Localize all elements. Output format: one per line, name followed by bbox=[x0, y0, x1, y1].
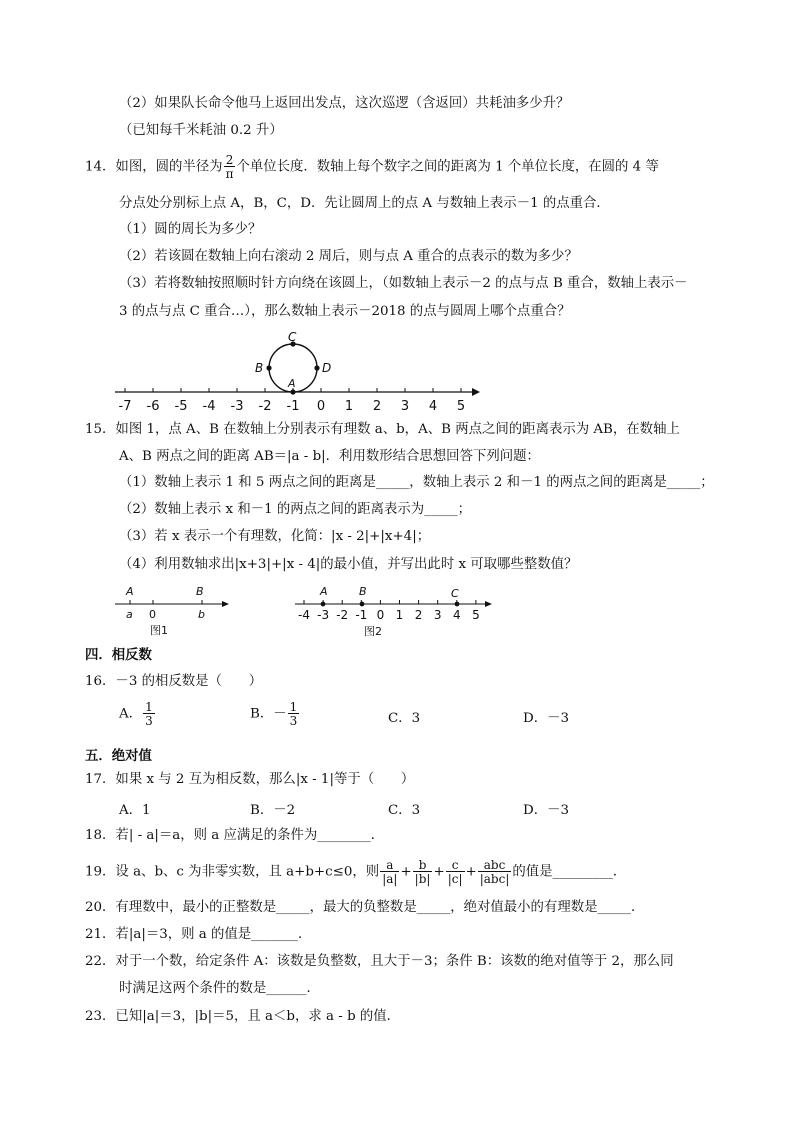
fraction-denominator: 3 bbox=[145, 714, 153, 728]
fig2-point-b bbox=[360, 602, 365, 607]
q14-tick-label: -3 bbox=[230, 399, 244, 414]
q15-p1: （1）数轴上表示 1 和 5 两点之间的距离是_____，数轴上表示 2 和－1 的两点之间的距离是_____； bbox=[119, 475, 714, 490]
q14-intro bbox=[85, 154, 659, 180]
fig2-tick-label: 5 bbox=[472, 608, 480, 622]
q19-frac-c bbox=[446, 859, 465, 885]
fig1-label-b: b bbox=[198, 608, 205, 621]
q17-option-c: C．3 bbox=[388, 803, 421, 818]
fraction-numerator: 2 bbox=[225, 153, 234, 167]
q14-intro-b: 个单位长度．数轴上每个数字之间的距离为 1 个单位长度，在圆的 4 等 bbox=[236, 159, 659, 175]
q22-line2: 时满足这两个条件的数是______． bbox=[119, 981, 320, 996]
fig1-label-a-upper: A bbox=[126, 585, 134, 598]
q18: 18．若| - a|＝a，则 a 应满足的条件为________． bbox=[85, 828, 385, 843]
q16-option-c: C．3 bbox=[388, 711, 421, 726]
label-a: A bbox=[288, 377, 296, 390]
q19-pre: 19．设 a、b、c 为非零实数，且 a+b+c≤0，则 bbox=[85, 864, 380, 880]
fig2-label-b: B bbox=[359, 585, 367, 598]
q17-stem: 17．如果 x 与 2 互为相反数，那么|x - 1|等于（ ） bbox=[85, 772, 415, 787]
q14-p3b: 3 的点与点 C 重合…），那么数轴上表示－2018 的点与圆周上哪个点重合？ bbox=[119, 304, 571, 319]
q14-tick-label: -7 bbox=[118, 399, 132, 414]
fraction-numerator: a bbox=[386, 858, 394, 872]
fig2-point-c bbox=[455, 602, 460, 607]
q16-option-d: D．－3 bbox=[523, 711, 570, 726]
q14-radius-fraction bbox=[224, 154, 236, 180]
q17-option-a: A．1 bbox=[119, 803, 151, 818]
point-b-dot bbox=[266, 365, 271, 370]
fraction-denominator: π bbox=[225, 167, 234, 181]
q17-option-b: B．－2 bbox=[250, 803, 296, 818]
fig2-label-a: A bbox=[320, 585, 328, 598]
fraction-numerator: 1 bbox=[145, 700, 153, 714]
plus-sign: + bbox=[400, 864, 412, 880]
q20: 20．有理数中，最小的正整数是_____，最大的负整数是_____，绝对值最小的有理数是_____． bbox=[85, 900, 645, 915]
q14-p2: （2）若该圆在数轴上向右滚动 2 周后，则与点 A 重合的点表示的数为多少？ bbox=[119, 249, 578, 264]
fig1-label-b-upper: B bbox=[196, 585, 204, 598]
q14-tick-label: 4 bbox=[428, 399, 438, 414]
q19-frac-a bbox=[380, 859, 399, 885]
plus-sign: + bbox=[433, 864, 445, 880]
option-b-label: B．－ bbox=[250, 706, 287, 722]
option-a-fraction bbox=[143, 701, 155, 727]
fraction-denominator: |a| bbox=[382, 872, 398, 886]
q14-tick-label: -5 bbox=[174, 399, 188, 414]
fraction-denominator: |abc| bbox=[479, 872, 510, 886]
section-4-heading: 四．相反数 bbox=[85, 647, 152, 663]
q14-tick-label: 1 bbox=[344, 399, 354, 414]
option-a-label: A． bbox=[119, 706, 143, 722]
q23: 23．已知|a|＝3，|b|＝5，且 a＜b，求 a - b 的值． bbox=[85, 1009, 401, 1024]
q15-l1: 15．如图 1，点 A、B 在数轴上分别表示有理数 a、b，A、B 两点之间的距离表示为 AB，在数轴上 bbox=[85, 422, 680, 437]
q19-frac-abc bbox=[478, 859, 512, 885]
option-b-fraction bbox=[288, 701, 300, 727]
q22-line1: 22．对于一个数，给定条件 A：该数是负整数，且大于－3；条件 B：该数的绝对值等于 2，那么同 bbox=[85, 954, 674, 969]
q13-note: （已知每千米耗油 0.2 升） bbox=[119, 123, 283, 138]
q17-option-d: D．－3 bbox=[523, 803, 570, 818]
q15-p4: （4）利用数轴求出|x+3|+|x - 4|的最小值，并写出此时 x 可取哪些整数值？ bbox=[119, 557, 578, 572]
fig2-tick-label: -3 bbox=[317, 608, 330, 622]
q15-p2: （2）数轴上表示 x 和－1 的两点之间的距离表示为_____； bbox=[119, 502, 472, 517]
q15-p3: （3）若 x 表示一个有理数，化简：|x - 2|+|x+4|； bbox=[119, 529, 431, 544]
q14-tick-label: -1 bbox=[286, 399, 300, 414]
q19-frac-b bbox=[413, 859, 433, 885]
q14-tick-label: -4 bbox=[202, 399, 216, 414]
fig2-tick-label: 1 bbox=[395, 608, 404, 622]
fig2-tick-label: -2 bbox=[336, 608, 349, 622]
section-5-heading: 五．绝对值 bbox=[85, 748, 152, 764]
q14-tick-label: 0 bbox=[316, 399, 326, 414]
fig2-tick-label: -4 bbox=[298, 608, 310, 622]
fig2-tick-label: 4 bbox=[452, 608, 461, 622]
q19 bbox=[85, 859, 626, 885]
fig2-tick-label: 2 bbox=[414, 608, 423, 622]
q15-figure-2 bbox=[290, 582, 500, 640]
point-d-dot bbox=[314, 365, 319, 370]
label-c: C bbox=[288, 330, 297, 344]
label-b: B bbox=[255, 361, 264, 375]
q14-tick-label: 5 bbox=[456, 399, 466, 414]
q16-option-a bbox=[119, 701, 156, 727]
fraction-denominator: |c| bbox=[447, 872, 463, 886]
fig2-tick-label: -1 bbox=[355, 608, 368, 622]
point-a-dot bbox=[290, 389, 295, 394]
fraction-denominator: |b| bbox=[414, 872, 431, 886]
q14-tick-label: 2 bbox=[372, 399, 382, 414]
q14-p1: （1）圆的周长为多少？ bbox=[119, 222, 262, 237]
fraction-numerator: abc bbox=[483, 858, 506, 872]
fig2-tick-label: 3 bbox=[433, 608, 442, 622]
fig1-label-a: a bbox=[126, 608, 133, 621]
q16-stem: 16．－3 的相反数是（ ） bbox=[85, 674, 263, 689]
q13-part2: （2）如果队长命令他马上返回出发点，这次巡逻（含返回）共耗油多少升？ bbox=[119, 96, 570, 111]
fig1-caption: 图1 bbox=[150, 624, 168, 637]
fraction-numerator: b bbox=[418, 858, 427, 872]
q14-line2: 分点处分别标上点 A，B，C，D．先让圆周上的点 A 与数轴上表示－1 的点重合． bbox=[119, 196, 610, 211]
fig1-label-zero: 0 bbox=[149, 608, 156, 621]
fig2-tick-label: 0 bbox=[376, 608, 385, 622]
q14-tick-label: -6 bbox=[146, 399, 160, 414]
q16-option-b bbox=[250, 701, 300, 727]
q19-post: 的值是_________． bbox=[512, 864, 627, 880]
q14-tick-label: -2 bbox=[258, 399, 272, 414]
fraction-numerator: c bbox=[451, 858, 459, 872]
q14-figure bbox=[110, 326, 490, 416]
q15-l2: A、B 两点之间的距离 AB＝|a - b|．利用数形结合思想回答下列问题： bbox=[119, 449, 540, 464]
q14-p3a: （3）若将数轴按照顺时针方向绕在该圆上，（如数轴上表示－2 的点与点 B 重合，数轴上表示－ bbox=[119, 276, 688, 291]
fraction-numerator: 1 bbox=[289, 700, 298, 714]
fraction-denominator: 3 bbox=[289, 714, 298, 728]
q14-tick-label: 3 bbox=[400, 399, 410, 414]
plus-sign: + bbox=[465, 864, 477, 880]
q15-figure-1 bbox=[110, 582, 235, 640]
label-d: D bbox=[322, 361, 332, 375]
q14-intro-a: 14．如图，圆的半径为 bbox=[85, 159, 223, 175]
fig2-caption: 图2 bbox=[364, 625, 382, 638]
q21: 21．若|a|＝3，则 a 的值是_______． bbox=[85, 927, 312, 942]
fig2-label-c: C bbox=[451, 587, 459, 600]
fig2-point-a bbox=[321, 602, 326, 607]
